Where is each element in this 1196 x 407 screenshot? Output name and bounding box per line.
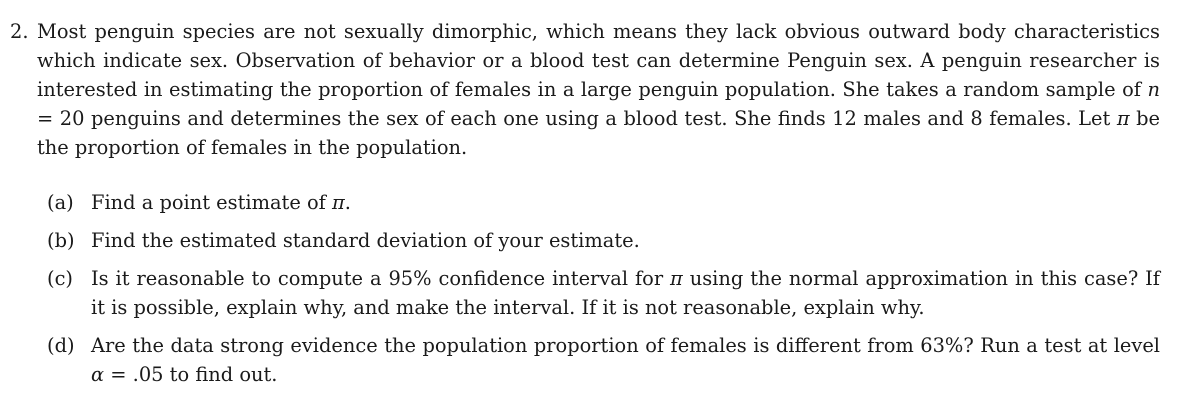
sub-question-label: (c) <box>47 267 73 290</box>
sub-question-text: Are the data strong evidence the population proportion of females is different from 63%? Run a test at level α = .05 to find out. <box>91 334 1160 386</box>
sub-question-c <box>47 264 1160 322</box>
sub-questions <box>10 188 1160 389</box>
math-symbol: π <box>1116 107 1130 130</box>
sub-question-b <box>47 226 1160 255</box>
sub-question-label: (a) <box>47 191 74 214</box>
sub-question-text: Is it reasonable to compute a 95% confidence interval for π using the normal approximation in this case? If it is possible, explain why, and make the interval. If it is not reasonable, explain why. <box>91 267 1160 319</box>
math-symbol: π <box>332 191 345 214</box>
math-symbol: α <box>91 363 105 386</box>
sub-question-text: Find the estimated standard deviation of your estimate. <box>91 229 640 252</box>
problem-intro <box>10 17 1160 162</box>
problem-intro-text: Most penguin species are not sexually dimorphic, which means they lack obvious outward body characteristics which indicate sex. Observation of behavior or a blood test can determine Penguin sex. A penguin researcher is interested in estimating the proportion of females in a large penguin population. She takes a random sample of n = 20 penguins and determines the sex of each one using a blood test. She finds 12 males and 8 females. Let π be the proportion of females in the population. <box>37 20 1160 159</box>
math-symbol: n <box>1147 78 1160 101</box>
sub-question-text: Find a point estimate of π. <box>91 191 351 214</box>
sub-question-label: (b) <box>47 229 75 252</box>
sub-question-label: (d) <box>47 334 75 357</box>
math-symbol: π <box>670 267 683 290</box>
sub-question-a <box>47 188 1160 217</box>
problem-block <box>10 17 1160 398</box>
sub-question-d <box>47 331 1160 389</box>
problem-number: 2. <box>10 20 29 43</box>
